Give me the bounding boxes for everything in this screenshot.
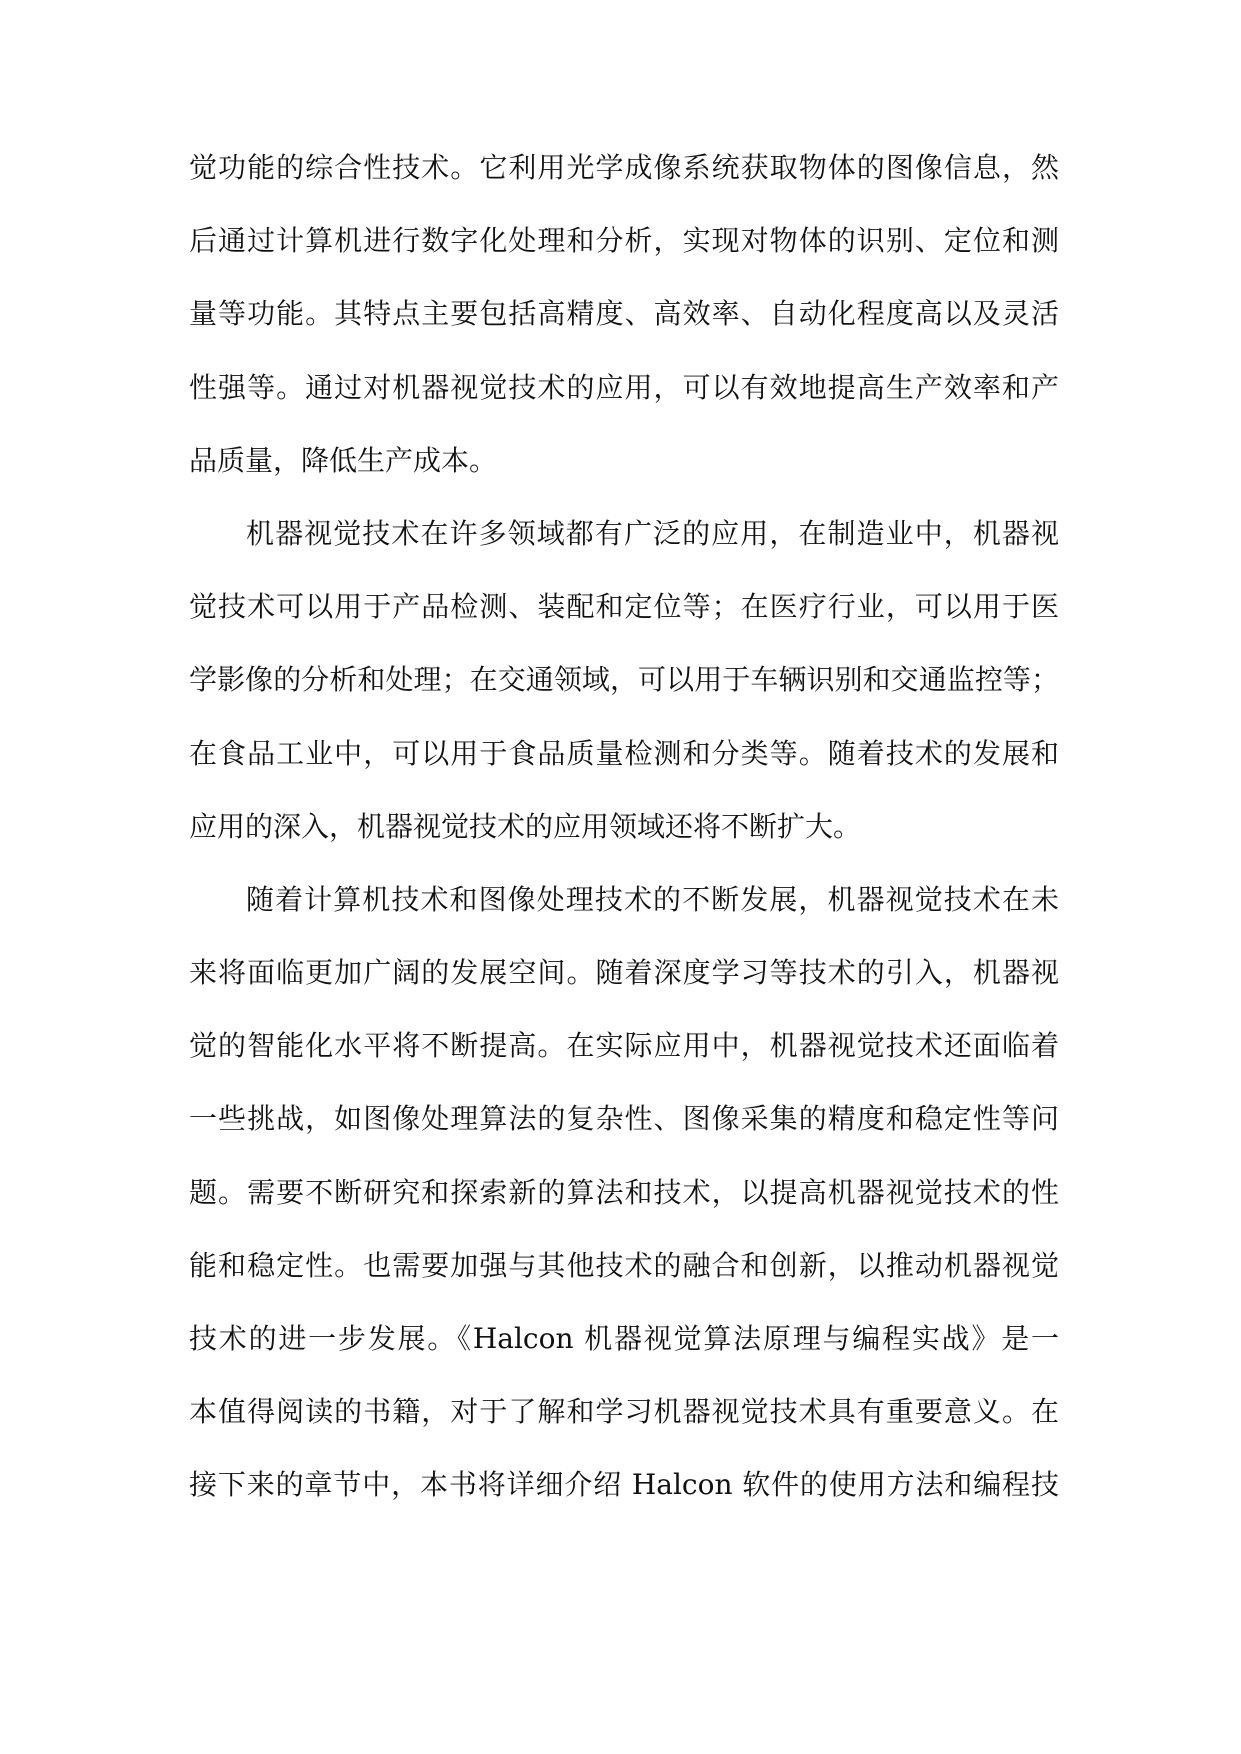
text-line: 在食品工业中，可以用于食品质量检测和分类等。随着技术的发展和 xyxy=(189,736,1059,770)
text-line: 来将面临更加广阔的发展空间。随着深度学习等技术的引入，机器视 xyxy=(189,956,1059,990)
text-line: 一些挑战，如图像处理算法的复杂性、图像采集的精度和稳定性等问 xyxy=(189,1102,1059,1136)
text-line: 品质量，降低生产成本。 xyxy=(189,443,498,477)
text-line: 觉功能的综合性技术。它利用光学成像系统获取物体的图像信息，然 xyxy=(189,151,1059,184)
text-line: 能和稳定性。也需要加强与其他技术的融合和创新，以推动机器视觉 xyxy=(189,1248,1059,1282)
text-line: 觉的智能化水平将不断提高。在实际应用中，机器视觉技术还面临着 xyxy=(189,1029,1059,1063)
body-text xyxy=(189,144,1059,1535)
text-line: 技术的进一步发展。《Halcon 机器视觉算法原理与编程实战》是一 xyxy=(189,1322,1059,1355)
text-line: 觉技术可以用于产品检测、装配和定位等；在医疗行业，可以用于医 xyxy=(189,590,1059,624)
text-line: 量等功能。其特点主要包括高精度、高效率、自动化程度高以及灵活 xyxy=(189,297,1059,331)
paragraph-first-line: 机器视觉技术在许多领域都有广泛的应用，在制造业中，机器视 xyxy=(246,516,1059,550)
text-line: 题。需要不断研究和探索新的算法和技术，以提高机器视觉技术的性 xyxy=(189,1175,1059,1209)
text-line: 本值得阅读的书籍，对于了解和学习机器视觉技术具有重要意义。在 xyxy=(189,1395,1059,1429)
text-line: 应用的深入，机器视觉技术的应用领域还将不断扩大。 xyxy=(189,809,862,843)
text-line: 学影像的分析和处理；在交通领域，可以用于车辆识别和交通监控等； xyxy=(189,663,1059,697)
text-line: 性强等。通过对机器视觉技术的应用，可以有效地提高生产效率和产 xyxy=(189,370,1059,404)
text-line: 后通过计算机进行数字化处理和分析，实现对物体的识别、定位和测 xyxy=(189,224,1059,258)
paragraph-first-line: 随着计算机技术和图像处理技术的不断发展，机器视觉技术在未 xyxy=(246,882,1059,916)
text-line: 接下来的章节中，本书将详细介绍 Halcon 软件的使用方法和编程技 xyxy=(189,1468,1059,1502)
